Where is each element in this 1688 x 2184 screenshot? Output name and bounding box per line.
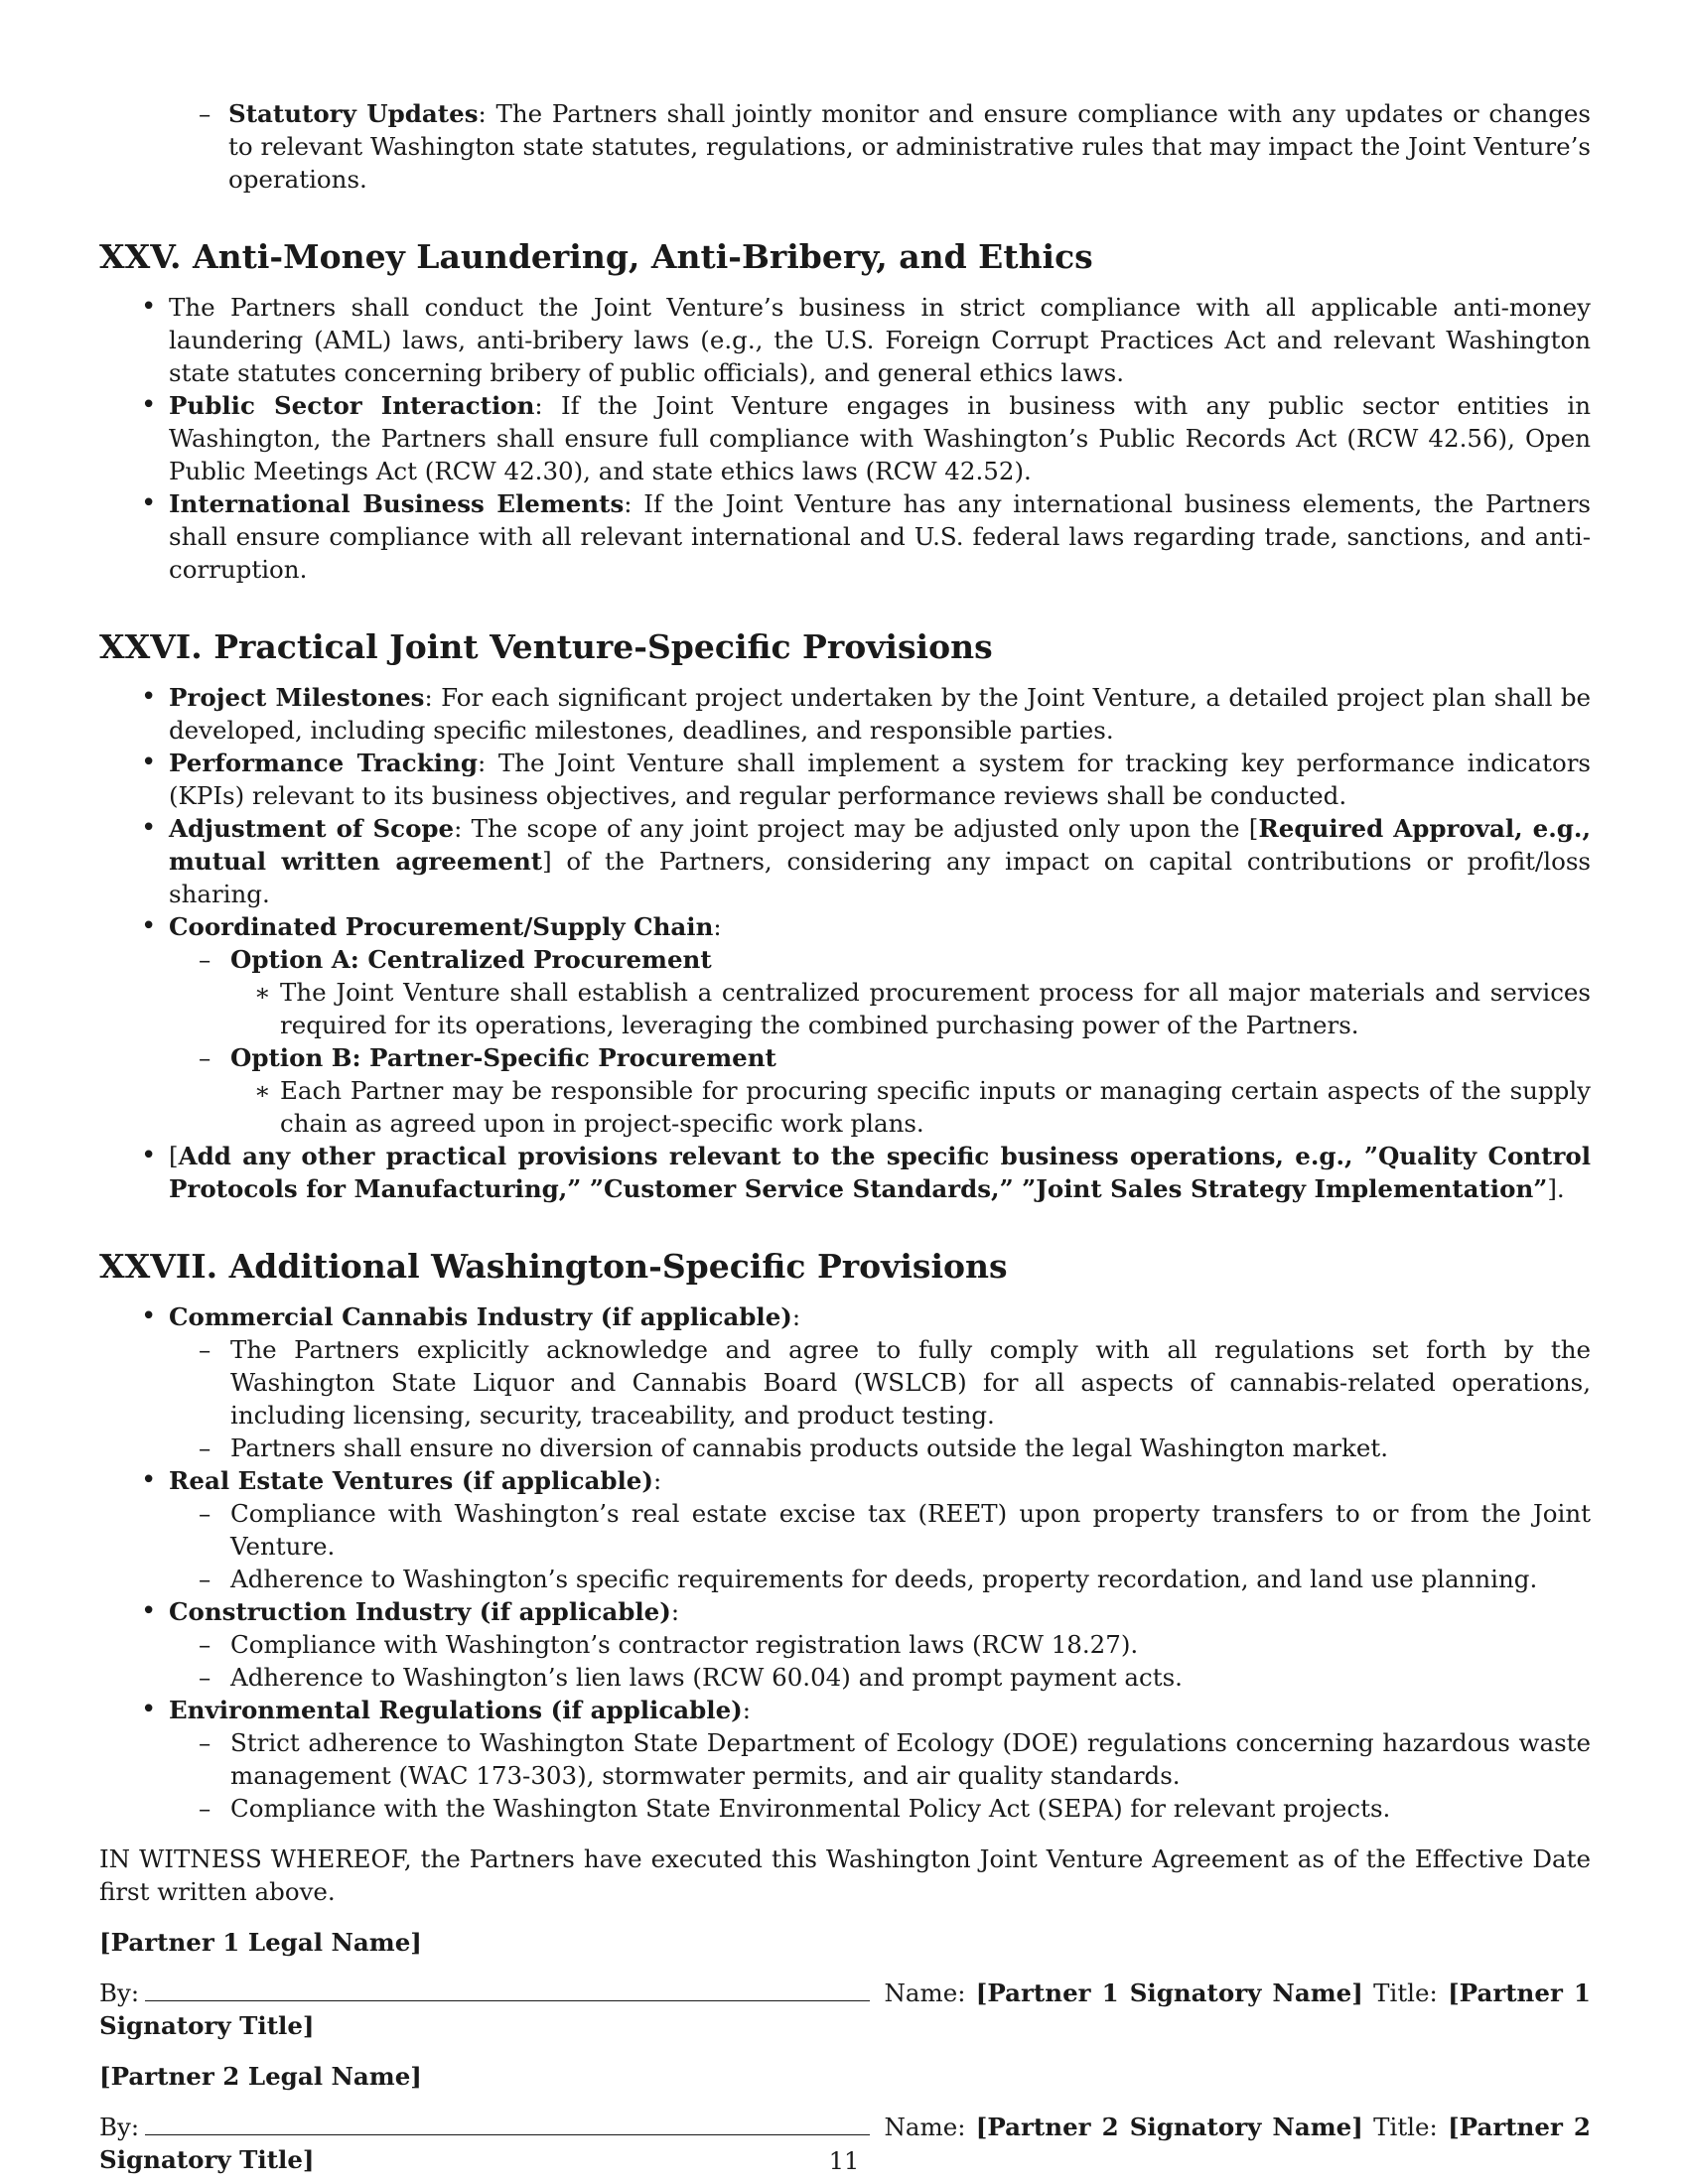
item-text: Adherence to Washington’s lien laws (RCW 60.04) and prompt payment acts.: [230, 1663, 1183, 1692]
item-text: Partners shall ensure no diversion of cannabis products outside the legal Washington market.: [230, 1433, 1388, 1462]
item-label: Coordinated Procurement/Supply Chain: [169, 912, 714, 941]
item-label: Environmental Regulations (if applicable): [169, 1696, 743, 1724]
item-text: Adherence to Washington’s specific requirements for deeds, property recordation, and land use planning.: [230, 1565, 1538, 1593]
bracket: [: [169, 1142, 179, 1170]
partner-1-signature-line[interactable]: [145, 1979, 870, 2001]
cannabis-sublist: [169, 1333, 1591, 1464]
list-item: [99, 910, 1591, 1140]
item-text: : If the Joint Venture engages in business with any public sector entities in Washington, the Partners shall ensure full compliance with Washington’s Public Records Act (RCW 42.56), Open Public Meetings Act (RCW 42.30), and state ethics laws (RCW 42.52).: [169, 391, 1591, 485]
title-label: Title:: [1373, 2113, 1438, 2141]
list-item: [169, 1333, 1591, 1432]
item-label: Construction Industry (if applicable): [169, 1597, 671, 1626]
bracket: ].: [1547, 1174, 1565, 1203]
list-item: [230, 976, 1591, 1041]
item-text: : The Joint Venture shall implement a system for tracking key performance indicators (KPIs) relevant to its business objectives, and regular performance reviews shall be conducted.: [169, 749, 1591, 810]
item-text: Compliance with the Washington State Environmental Policy Act (SEPA) for relevant projects.: [230, 1794, 1391, 1823]
procurement-options-list: [169, 943, 1591, 1140]
name-label: Name:: [884, 1979, 966, 2007]
statutory-updates-item: [99, 97, 1591, 196]
section-heading-xxv: XXV. Anti-Money Laundering, Anti-Bribery, and Ethics: [99, 237, 1093, 276]
list-item: [169, 1432, 1591, 1464]
option-b-sublist: [230, 1074, 1591, 1140]
item-text: The Joint Venture shall establish a centralized procurement process for all major materials and services required for its operations, leveraging the combined purchasing power of the Partners.: [280, 978, 1591, 1039]
item-text: : For each significant project undertaken by the Joint Venture, a detailed project plan shall be developed, including specific milestones, deadlines, and responsible parties.: [169, 683, 1592, 745]
list-item: [169, 1563, 1591, 1595]
item-text: :: [742, 1696, 752, 1724]
item-label: International Business Elements: [169, 489, 625, 518]
item-text: :: [653, 1466, 662, 1495]
item-label: Project Milestones: [169, 683, 425, 712]
item-text: Compliance with Washington’s real estate excise tax (REET) upon property transfers to or from the Joint Venture.: [230, 1499, 1591, 1561]
item-text: :: [791, 1302, 801, 1331]
item-text: Compliance with Washington’s contractor registration laws (RCW 18.27).: [230, 1630, 1139, 1659]
item-text: ] of the Partners, considering any impact on capital contributions or profit/loss sharing.: [169, 847, 1591, 908]
partner-2-signatory-title: [Partner 2 Signatory Title]: [99, 2113, 1591, 2174]
item-text: :: [713, 912, 722, 941]
item-text: : If the Joint Venture has any international business elements, the Partners shall ensure compliance with all relevant international and U.S. federal laws regarding trade, sanctions, and anti-corruption.: [169, 489, 1592, 584]
list-item: [169, 1792, 1591, 1825]
partner-1-signatory-title: [Partner 1 Signatory Title]: [99, 1979, 1591, 2040]
list-item: [99, 1595, 1591, 1694]
list-item: [169, 1628, 1591, 1661]
list-item: [230, 1074, 1591, 1140]
witness-paragraph: IN WITNESS WHEREOF, the Partners have executed this Washington Joint Venture Agreement as of the Effective Date first written above.: [99, 1844, 1591, 1906]
partner-2-signatory-name: [Partner 2 Signatory Name]: [975, 2113, 1363, 2141]
item-label: Adjustment of Scope: [169, 814, 455, 843]
list-item: [169, 1497, 1591, 1563]
partner-1-signatory-name: [Partner 1 Signatory Name]: [975, 1979, 1363, 2007]
list-item: [169, 1661, 1591, 1694]
partner-2-legal-name: [Partner 2 Legal Name]: [99, 2062, 422, 2091]
option-b-item: [169, 1041, 1591, 1140]
placeholder-text: Add any other practical provisions relevant to the specific business operations, e.g., ”Quality Control Protocols for Manufacturing,” ”Customer Service Standards,” ”Joint Sales Strategy Implementation”: [169, 1142, 1591, 1203]
by-label: By:: [99, 1979, 140, 2007]
item-label: Real Estate Ventures (if applicable): [169, 1466, 653, 1495]
item-text: : The Partners shall jointly monitor and ensure compliance with any updates or changes to relevant Washington state statutes, regulations, or administrative rules that may impact the Joint Venture’s operations.: [228, 99, 1591, 194]
item-label: Option A: Centralized Procurement: [230, 945, 712, 974]
partner-1-signature-block: [99, 1977, 1591, 2042]
list-item: [99, 681, 1591, 747]
list-item: [99, 291, 1591, 389]
option-a-sublist: [230, 976, 1591, 1041]
item-label: Statutory Updates: [228, 99, 479, 128]
title-label: Title:: [1373, 1979, 1438, 2007]
section-xxvii-list: [99, 1300, 1591, 1825]
section-xxv-list: [99, 291, 1591, 586]
item-text: The Partners explicitly acknowledge and agree to fully comply with all regulations set forth by the Washington State Liquor and Cannabis Board (WSLCB) for all aspects of cannabis-related operations, including licensing, security, traceability, and product testing.: [230, 1335, 1591, 1430]
item-text: : The scope of any joint project may be adjusted only upon the [: [454, 814, 1259, 843]
item-text: :: [670, 1597, 680, 1626]
list-item: [99, 1300, 1591, 1464]
list-item: [99, 812, 1591, 910]
item-label: Option B: Partner-Specific Procurement: [230, 1043, 776, 1072]
by-label: By:: [99, 2113, 140, 2141]
realestate-sublist: [169, 1497, 1591, 1595]
environmental-sublist: [169, 1726, 1591, 1825]
section-xxvi-list: [99, 681, 1591, 1205]
item-label: Commercial Cannabis Industry (if applicable): [169, 1302, 792, 1331]
item-text: The Partners shall conduct the Joint Venture’s business in strict compliance with all applicable anti-money laundering (AML) laws, anti-bribery laws (e.g., the U.S. Foreign Corrupt Practices Act and relevant Washington state statutes concerning bribery of public officials), and general ethics laws.: [169, 293, 1591, 387]
name-label: Name:: [884, 2113, 966, 2141]
list-item: [169, 1726, 1591, 1792]
option-a-item: [169, 943, 1591, 1041]
section-heading-xxvi: XXVI. Practical Joint Venture-Specific Provisions: [99, 627, 993, 666]
item-text: Each Partner may be responsible for procuring specific inputs or managing certain aspects of the supply chain as agreed upon in project-specific work plans.: [280, 1076, 1591, 1138]
partner-1-legal-name: [Partner 1 Legal Name]: [99, 1928, 422, 1957]
document-page: [99, 97, 1591, 2176]
item-label: Public Sector Interaction: [169, 391, 535, 420]
item-label: Performance Tracking: [169, 749, 478, 777]
list-item: [99, 747, 1591, 812]
page-number: 11: [828, 2147, 860, 2175]
partner-2-signature-line[interactable]: [145, 2113, 870, 2135]
construction-sublist: [169, 1628, 1591, 1694]
list-item: [99, 1140, 1591, 1205]
list-item: [99, 1464, 1591, 1595]
list-item: [99, 487, 1591, 586]
list-item: [99, 1694, 1591, 1825]
placeholder-text: Required Approval, e.g., mutual written agreement: [169, 814, 1591, 876]
item-text: Strict adherence to Washington State Department of Ecology (DOE) regulations concerning hazardous waste management (WAC 173-303), stormwater permits, and air quality standards.: [230, 1728, 1591, 1790]
section-heading-xxvii: XXVII. Additional Washington-Specific Provisions: [99, 1247, 1008, 1286]
list-item: [99, 389, 1591, 487]
